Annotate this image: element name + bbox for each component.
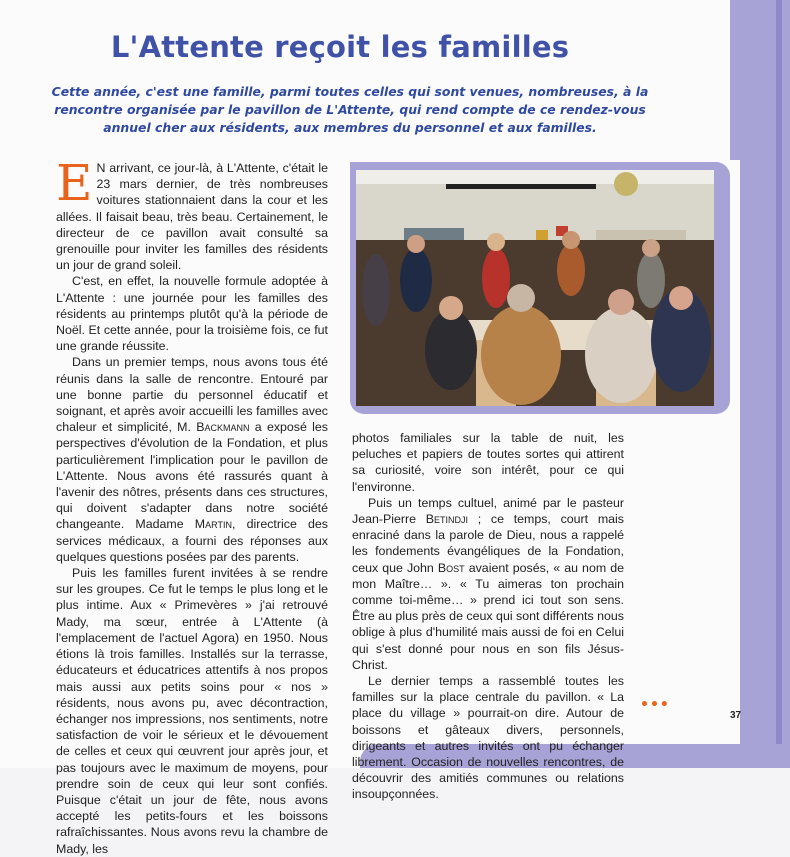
right-color-band bbox=[740, 0, 790, 768]
page-number: 37 bbox=[730, 710, 742, 721]
paragraph-4: Puis les familles furent invitées à se rendre sur les groupes. Ce fut le temps le plus long et le plus intime. Aux « Primevères » j'ai retrouvé Mady, ma sœur, entrée à L'Attente (à l'emplacement de l'actuel Agora) en 1950. Nous étions là trois familles. Installés sur la terrasse, éducateurs et éducatrices attentifs à nos propos mais aussi aux petits soins pour « nos » résidents, nous avons pu, avec décontraction, échanger nos impressions, nos sentiments, notre satisfaction de voir le sérieux et le dévouement de celles et ceux qui œuvrent jour après jour, et pas toujours avec le maximum de moyens, pour prendre soin de ceux qui leur sont confiés. Puisque c'était un jour de fête, nous avons accepté les petits-fours et les boissons rafraîchissantes. Nous avons revu la chambre de Mady, les bbox=[56, 566, 328, 856]
paragraph-2: C'est, en effet, la nouvelle formule adoptée à L'Attente : une journée pour les familles des résidents au printemps plutôt qu'à la période de Noël. Et cette année, pour la troisième fois, ce fut une grande réussite. bbox=[56, 274, 328, 354]
paragraph-3: Dans un premier temps, nous avons tous été réunis dans la salle de rencontre. Entouré par une bonne partie du personnel éducatif et soignant, et après avoir accueilli les familles avec chaleur et simplicité, M. Backmann a exposé les perspectives d'évolution de la Fondation, et plus particulièrement l'implication pour le pavillon de L'Attente. Nous avons été rassurés quant à l'avenir des nôtres, présents dans ces structures, qui doivent s'adapter dans notre société changeante. Madame Martin, directrice des services médicaux, a fourni des réponses aux quelques questions posées par des parents. bbox=[56, 355, 328, 564]
name-betindji: Betindji bbox=[425, 512, 469, 527]
top-right-color-block bbox=[730, 0, 740, 160]
right-column bbox=[352, 430, 624, 803]
paragraph-5: photos familiales sur la table de nuit, les peluches et papiers de toutes sortes qui attirent sa curiosité, voire son intérêt, pour ce qui l'environne. bbox=[352, 431, 624, 494]
paragraph-1: E N arrivant, ce jour-là, à L'Attente, c'était le 23 mars dernier, de très nombreuses voitures stationnaient dans la cour et les allées. Il faisait beau, très beau. Certainement, le directeur de ce pavillon avait consulté sa grenouille pour inviter les familles des résidents un jour de grand soleil. bbox=[56, 154, 328, 273]
name-bost: Bost bbox=[437, 560, 465, 575]
drop-cap: E bbox=[56, 154, 93, 212]
article-title: L'Attente reçoit les familles bbox=[110, 30, 570, 64]
article-intro: Cette année, c'est une famille, parmi toutes celles qui sont venues, nombreuses, à la rencontre organisée par le pavillon de L'Attente, qui rend compte de ce rendez-vous annuel cher aux résidents, aux membres du personnel et aux familles. bbox=[51, 84, 649, 135]
name-martin: Martin bbox=[194, 517, 232, 532]
end-of-article-mark: ••• bbox=[640, 697, 670, 713]
event-photo bbox=[356, 170, 714, 406]
paragraph-7: Le dernier temps a rassemblé toutes les familles sur la place centrale du pavillon. « La place du village » pourrait-on dire. Autour de boissons et gâteaux divers, personnels, dirigeants et autres invités ont pu échanger librement. Occasion de nouvelles rencontres, de découvrir des amitiés communes ou relations insoupçonnées. bbox=[352, 674, 624, 802]
name-backmann: Backmann bbox=[196, 420, 250, 435]
paragraph-6: Puis un temps cultuel, animé par le pasteur Jean-Pierre Betindji ; ce temps, court mais enraciné dans la parole de Dieu, nous a rappelé les fondements évangéliques de la Fondation, ceux que John Bost avaient posés, « au nom de mon Maître… ». « Tu aimeras ton prochain comme toi-même… » prend ici tout son sens. Être au plus près de ceux qui sont différents nous oblige à plus d'humilité mais aussi de foi en Celui qui s'est donné pour nous en son fils Jésus-Christ. bbox=[352, 495, 624, 672]
left-column bbox=[56, 154, 328, 857]
